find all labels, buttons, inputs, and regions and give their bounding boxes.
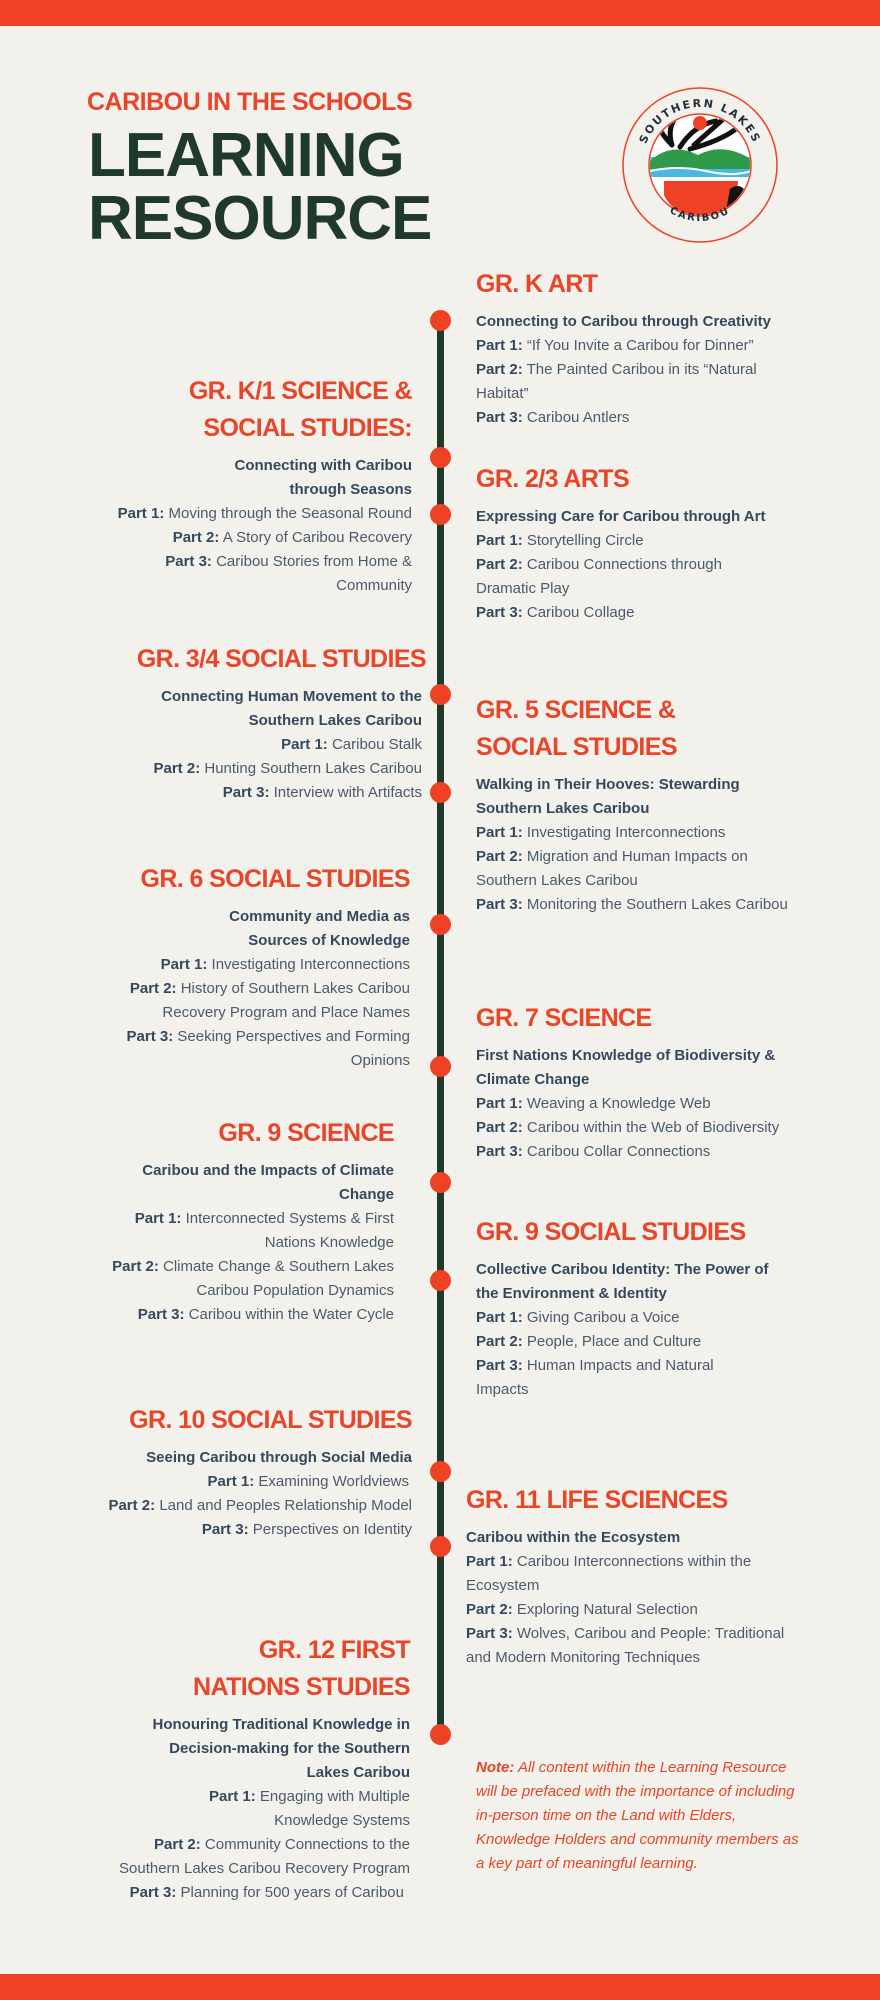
part-label: Part 3: <box>476 409 523 426</box>
part-text: History of Southern Lakes Caribou Recovery Program and Place Names <box>162 980 410 1021</box>
part-text: Interconnected Systems & First Nations Knowledge <box>185 1210 394 1251</box>
part-item <box>108 1255 394 1303</box>
header-kicker: CARIBOU IN THE SCHOOLS <box>87 88 413 116</box>
part-item <box>476 358 811 406</box>
grade-heading: GR. K ART <box>476 270 598 298</box>
timeline-dot <box>430 1270 451 1291</box>
section-subtitle: Honouring Traditional Knowledge in Decision-making for the Southern Lakes Caribou <box>152 1716 410 1781</box>
section-gr-23-arts <box>476 461 811 625</box>
part-text: Examining Worldviews <box>258 1473 409 1490</box>
part-label: Part 3: <box>201 1521 249 1538</box>
section-subtitle: Connecting with Caribou through Seasons <box>234 457 412 498</box>
part-item <box>100 526 412 550</box>
timeline-dot <box>430 1461 451 1482</box>
part-item <box>476 601 811 625</box>
timeline-dot <box>430 1724 451 1745</box>
part-label: Part 3: <box>466 1625 513 1642</box>
part-text: Investigating Interconnections <box>211 956 410 973</box>
section-subtitle: Expressing Care for Caribou through Art <box>476 508 766 525</box>
part-item <box>118 733 422 757</box>
part-label: Part 3: <box>129 1884 177 1901</box>
part-text: Investigating Interconnections <box>526 824 726 841</box>
grade-heading: GR. 6 SOCIAL STUDIES <box>140 865 410 893</box>
part-item <box>466 1622 806 1670</box>
part-item <box>108 1303 394 1327</box>
part-item <box>100 502 412 526</box>
part-text: Caribou Stalk <box>331 736 422 753</box>
part-text: Weaving a Knowledge Web <box>526 1095 711 1112</box>
timeline-dot <box>430 1172 451 1193</box>
part-label: Part 3: <box>476 604 523 621</box>
part-item <box>100 1494 412 1518</box>
part-label: Part 3: <box>222 784 270 801</box>
part-label: Part 3: <box>126 1028 174 1045</box>
part-label: Part 3: <box>476 896 523 913</box>
part-label: Part 1: <box>476 532 523 549</box>
grade-heading: GR. 5 SCIENCE & SOCIAL STUDIES <box>476 696 677 761</box>
grade-heading: GR. 3/4 SOCIAL STUDIES <box>136 645 426 673</box>
timeline-dot <box>430 310 451 331</box>
section-gr-9-science <box>108 1115 394 1327</box>
section-gr-5-science-social <box>476 692 811 917</box>
part-label: Part 2: <box>172 529 220 546</box>
learning-note <box>476 1756 806 1876</box>
part-item <box>476 553 746 601</box>
section-subtitle: Connecting Human Movement to the Southern Lakes Caribou <box>161 688 422 729</box>
part-label: Part 2: <box>112 1258 159 1275</box>
section-gr-12-first-nations <box>108 1632 410 1905</box>
part-text: Human Impacts and Natural Impacts <box>476 1357 714 1398</box>
part-item <box>100 1518 412 1542</box>
note-text: All content within the Learning Resource will be prefaced with the importance of including in-person time on the Land with Elders, Knowledge Holders and community members as a key part of meaningful learning. <box>476 1759 799 1872</box>
page-title <box>88 121 432 253</box>
part-text: Climate Change & Southern Lakes Caribou Population Dynamics <box>163 1258 394 1299</box>
part-label: Part 2: <box>108 1497 156 1514</box>
timeline-dot <box>430 1536 451 1557</box>
part-label: Part 1: <box>207 1473 255 1490</box>
grade-heading: GR. 7 SCIENCE <box>476 1004 652 1032</box>
part-label: Part 2: <box>154 1836 201 1853</box>
section-subtitle: Caribou and the Impacts of Climate Change <box>142 1162 394 1203</box>
timeline-dot <box>430 914 451 935</box>
part-item <box>476 845 776 893</box>
grade-heading: GR. 12 FIRST NATIONS STUDIES <box>193 1636 410 1701</box>
part-item <box>118 781 422 805</box>
part-text: Caribou Antlers <box>526 409 630 426</box>
part-text: “If You Invite a Caribou for Dinner” <box>526 337 754 354</box>
timeline-dot <box>430 1056 451 1077</box>
top-banner-bar <box>0 0 880 26</box>
bottom-banner-bar <box>0 1974 880 2000</box>
part-text: Interview with Artifacts <box>273 784 422 801</box>
grade-heading: GR. 2/3 ARTS <box>476 465 630 493</box>
part-item <box>110 977 410 1025</box>
part-item <box>466 1550 806 1598</box>
part-item <box>108 1785 410 1833</box>
section-gr-10-social <box>100 1402 412 1542</box>
part-text: Caribou Interconnections within the Ecosystem <box>466 1553 752 1594</box>
part-item <box>476 406 811 430</box>
section-gr-k-art <box>476 266 811 430</box>
southern-lakes-caribou-logo <box>620 85 780 245</box>
timeline-dot <box>430 504 451 525</box>
part-label: Part 2: <box>476 361 523 378</box>
section-subtitle: Connecting to Caribou through Creativity <box>476 313 771 330</box>
part-text: Storytelling Circle <box>526 532 644 549</box>
part-item <box>476 1354 736 1402</box>
part-text: Monitoring the Southern Lakes Caribou <box>526 896 788 913</box>
part-text: Planning for 500 years of Caribou <box>180 1884 404 1901</box>
part-item <box>118 757 422 781</box>
part-label: Part 2: <box>476 1119 523 1136</box>
title-line-1: LEARNING <box>88 121 404 190</box>
section-gr-6-social <box>110 861 410 1073</box>
part-item <box>476 529 811 553</box>
part-text: Migration and Human Impacts on Southern Lakes Caribou <box>476 848 748 889</box>
part-item <box>476 334 811 358</box>
part-item <box>476 893 811 917</box>
part-label: Part 3: <box>137 1306 185 1323</box>
timeline-dot <box>430 684 451 705</box>
part-text: The Painted Caribou in its “Natural Habitat” <box>476 361 757 402</box>
part-text: Engaging with Multiple Knowledge Systems <box>259 1788 410 1829</box>
part-label: Part 1: <box>476 1309 523 1326</box>
part-text: Caribou Stories from Home & Community <box>216 553 412 594</box>
part-label: Part 1: <box>476 1095 523 1112</box>
part-text: Perspectives on Identity <box>252 1521 412 1538</box>
part-text: Giving Caribou a Voice <box>526 1309 680 1326</box>
section-subtitle: Community and Media as Sources of Knowledge <box>229 908 410 949</box>
part-label: Part 3: <box>476 1143 523 1160</box>
part-text: Caribou within the Water Cycle <box>188 1306 394 1323</box>
part-label: Part 1: <box>117 505 165 522</box>
part-label: Part 2: <box>153 760 201 777</box>
grade-heading: GR. K/1 SCIENCE & SOCIAL STUDIES: <box>188 377 412 442</box>
section-gr-11-life-sciences <box>466 1482 806 1670</box>
part-label: Part 2: <box>476 556 523 573</box>
part-item <box>466 1598 806 1622</box>
part-text: Caribou within the Web of Biodiversity <box>526 1119 780 1136</box>
part-label: Part 1: <box>476 337 523 354</box>
part-label: Part 1: <box>209 1788 256 1805</box>
timeline-line <box>437 318 444 1736</box>
part-label: Part 1: <box>134 1210 182 1227</box>
part-text: Caribou Collar Connections <box>526 1143 711 1160</box>
part-label: Part 1: <box>281 736 328 753</box>
grade-heading: GR. 9 SCIENCE <box>218 1119 394 1147</box>
grade-heading: GR. 11 LIFE SCIENCES <box>466 1486 728 1514</box>
title-line-2: RESOURCE <box>88 184 432 253</box>
note-label: Note: <box>476 1759 515 1776</box>
part-item <box>100 550 412 598</box>
part-label: Part 2: <box>476 848 523 865</box>
part-text: Exploring Natural Selection <box>516 1601 698 1618</box>
section-gr-34-social <box>118 641 426 805</box>
part-item <box>108 1881 410 1905</box>
part-label: Part 2: <box>476 1333 523 1350</box>
part-text: Seeking Perspectives and Forming Opinions <box>177 1028 410 1069</box>
part-item <box>100 1470 412 1494</box>
timeline-dot <box>430 447 451 468</box>
part-label: Part 1: <box>466 1553 513 1570</box>
part-item <box>476 1330 811 1354</box>
logo-text-top: SOUTHERN LAKES <box>636 96 764 146</box>
part-label: Part 3: <box>476 1357 523 1374</box>
section-subtitle: Walking in Their Hooves: Stewarding Southern Lakes Caribou <box>476 776 740 817</box>
part-label: Part 2: <box>466 1601 513 1618</box>
part-text: Land and Peoples Relationship Model <box>159 1497 412 1514</box>
grade-heading: GR. 10 SOCIAL STUDIES <box>129 1406 412 1434</box>
part-text: Community Connections to the Southern Lakes Caribou Recovery Program <box>119 1836 410 1877</box>
section-gr-7-science <box>476 1000 811 1164</box>
part-item <box>476 1092 811 1116</box>
part-label: Part 3: <box>165 553 212 570</box>
section-gr-9-social <box>476 1214 811 1402</box>
part-text: Wolves, Caribou and People: Traditional and Modern Monitoring Techniques <box>466 1625 785 1666</box>
part-label: Part 1: <box>160 956 208 973</box>
part-item <box>108 1207 394 1255</box>
section-subtitle: Seeing Caribou through Social Media <box>146 1449 412 1466</box>
part-item <box>476 821 811 845</box>
part-item <box>110 953 410 977</box>
grade-heading: GR. 9 SOCIAL STUDIES <box>476 1218 746 1246</box>
logo-text-bottom: CARIBOU <box>667 205 733 225</box>
section-subtitle: Collective Caribou Identity: The Power of the Environment & Identity <box>476 1261 769 1302</box>
section-subtitle: First Nations Knowledge of Biodiversity & Climate Change <box>476 1047 776 1088</box>
part-text: Caribou Collage <box>526 604 635 621</box>
part-label: Part 2: <box>129 980 177 997</box>
part-item <box>476 1116 811 1140</box>
part-item <box>476 1140 811 1164</box>
timeline-dot <box>430 782 451 803</box>
part-item <box>108 1833 410 1881</box>
part-text: A Story of Caribou Recovery <box>222 529 412 546</box>
part-item <box>110 1025 410 1073</box>
section-subtitle: Caribou within the Ecosystem <box>466 1529 681 1546</box>
part-text: People, Place and Culture <box>526 1333 702 1350</box>
part-text: Moving through the Seasonal Round <box>168 505 412 522</box>
part-text: Caribou Connections through Dramatic Play <box>476 556 722 597</box>
part-label: Part 1: <box>476 824 523 841</box>
part-item <box>476 1306 811 1330</box>
section-gr-k1-science-social <box>100 373 412 598</box>
part-text: Hunting Southern Lakes Caribou <box>204 760 422 777</box>
